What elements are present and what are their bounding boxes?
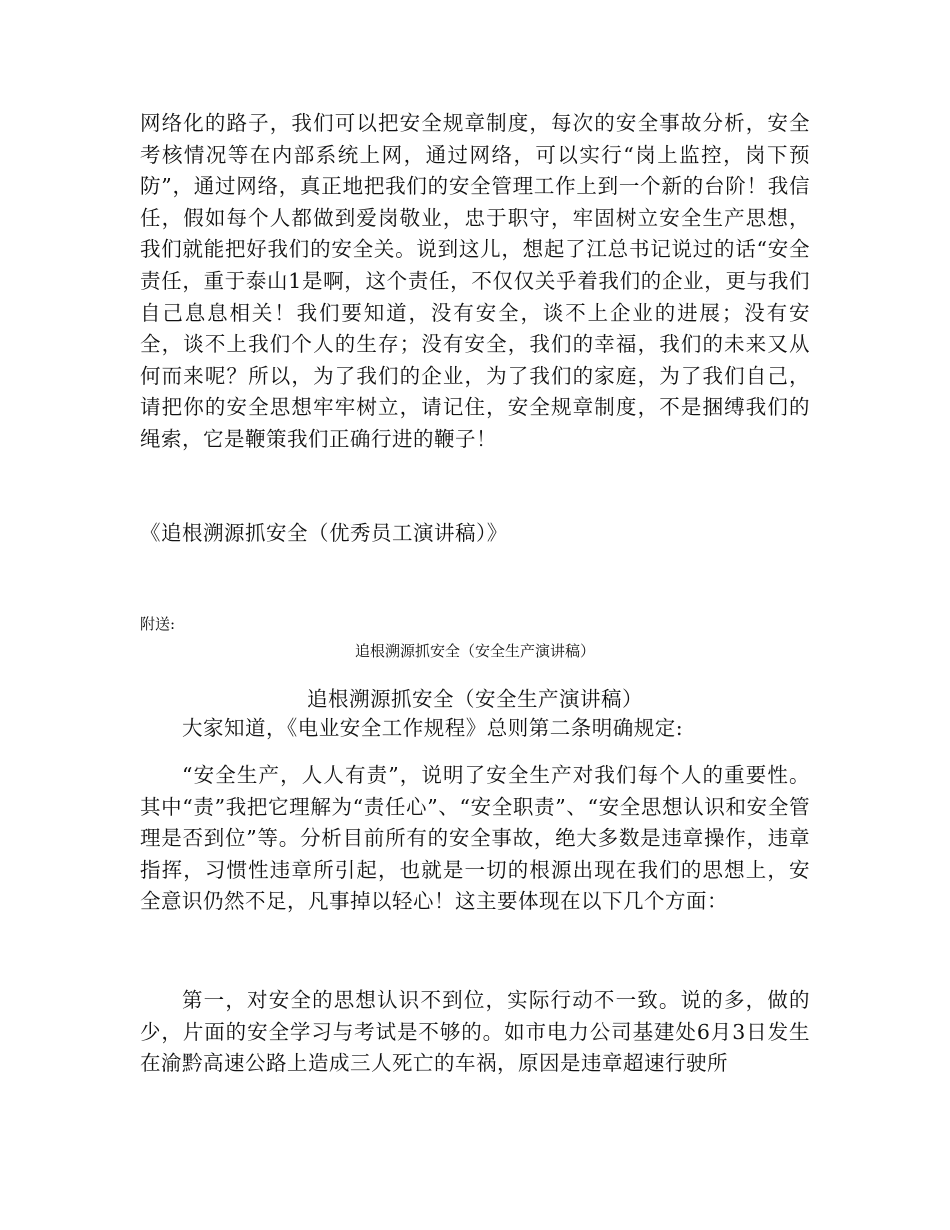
continuation-paragraph: 网络化的路子，我们可以把安全规章制度，每次的安全事故分析，安全考核情况等在内部系统上网，通过网络，可以实行“岗上监控，岗下预防”，通过网络，真正地把我们的安全管理工作上到一个新的台阶！我信任，假如每个人都做到爱岗敬业，忠于职守，牢固树立安全生产思想，我们就能把好我们的安全关。说到这儿，想起了江总书记说过的话“安全责任，重于泰山1是啊，这个责任，不仅仅关乎着我们的企业，更与我们自己息息相关！我们要知道，没有安全，谈不上企业的进展；没有安全，谈不上我们个人的生存；没有安全，我们的幸福，我们的未来又从何而来呢？所以，为了我们的企业，为了我们的家庭，为了我们自己，请把你的安全思想牢牢树立，请记住，安全规章制度，不是捆缚我们的绳索，它是鞭策我们正确行进的鞭子！ xyxy=(140,111,810,451)
first-point-paragraph: 第一，对安全的思想认识不到位，实际行动不一致。说的多，做的少，片面的安全学习与考试是不够的。如市电力公司基建处6月3日发生在渝黔高速公路上造成三人死亡的车祸，原因是违章超速行驶所 xyxy=(140,988,810,1076)
speech-title: 追根溯源抓安全（安全生产演讲稿） xyxy=(307,687,643,711)
appendix-label: 附送: xyxy=(140,615,176,633)
intro-paragraph: 大家知道，《电业安全工作规程》总则第二条明确规定: xyxy=(182,716,684,740)
source-title: 《追根溯源抓安全（优秀员工演讲稿）》 xyxy=(140,521,508,545)
responsibility-paragraph: “安全生产，人人有责”，说明了安全生产对我们每个人的重要性。其中“责”我把它理解为“责任心”、“安全职责”、“安全思想认识和安全管理是否到位”等。分析目前所有的安全事故，绝大多数是违章操作，违章指挥，习惯性违章所引起，也就是一切的根源出现在我们的思想上，安全意识仍然不足，凡事掉以轻心！这主要体现在以下几个方面： xyxy=(140,763,810,914)
appendix-small-title: 追根溯源抓安全（安全生产演讲稿） xyxy=(354,642,595,660)
